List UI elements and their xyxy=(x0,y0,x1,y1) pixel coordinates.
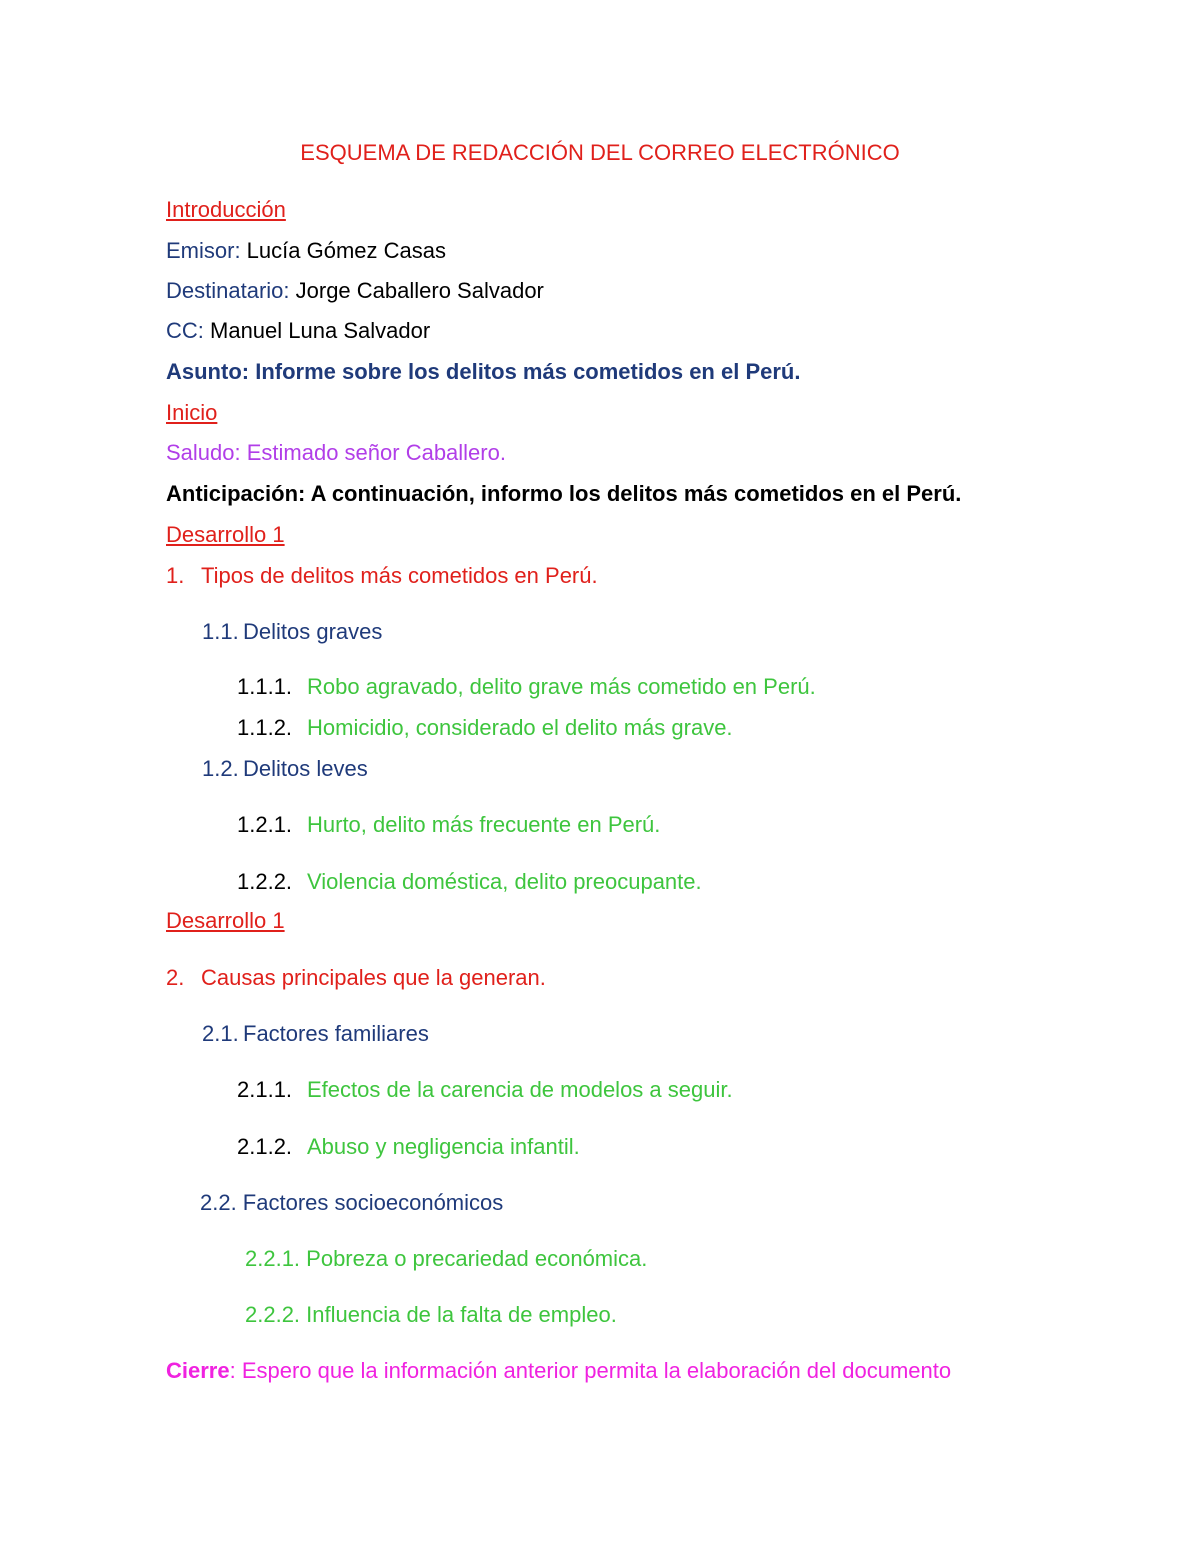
emisor-value: Lucía Gómez Casas xyxy=(240,238,446,263)
outline-text: Delitos graves xyxy=(243,619,383,644)
desarrollo-1-heading: Desarrollo 1 xyxy=(166,522,285,547)
desarrollo-2-heading: Desarrollo 1 xyxy=(166,908,285,933)
outline-item-2-1-2 xyxy=(237,1134,580,1160)
outline-text: Factores familiares xyxy=(243,1021,429,1046)
cierre-line xyxy=(166,1358,951,1384)
outline-item-2-2-2: 2.2.2. Influencia de la falta de empleo. xyxy=(245,1302,617,1327)
outline-item-2-2-1: 2.2.1. Pobreza o precariedad económica. xyxy=(245,1246,648,1271)
cc-label: CC: xyxy=(166,318,204,343)
introduccion-heading: Introducción xyxy=(166,197,286,222)
outline-text: Homicidio, considerado el delito más grave. xyxy=(307,715,733,740)
outline-number: 2.1.2. xyxy=(237,1134,293,1159)
outline-number: 1.2.2. xyxy=(237,869,293,894)
cc-value: Manuel Luna Salvador xyxy=(203,318,431,343)
destinatario-value: Jorge Caballero Salvador xyxy=(289,278,544,303)
destinatario-label: Destinatario: xyxy=(166,278,290,303)
outline-number: 2. xyxy=(166,965,185,990)
outline-text: Causas principales que la generan. xyxy=(201,965,546,990)
outline-text: Delitos leves xyxy=(243,756,368,781)
outline-number: 2.1.1. xyxy=(237,1077,293,1102)
outline-number: 1.2. xyxy=(202,756,239,781)
outline-number: 1.1. xyxy=(202,619,239,644)
outline-text: Hurto, delito más frecuente en Perú. xyxy=(307,812,661,837)
anticipacion-line: Anticipación: A continuación, informo los delitos más cometidos en el Perú. xyxy=(166,481,962,506)
outline-number: 1. xyxy=(166,563,185,588)
outline-item-2-1-1 xyxy=(237,1077,733,1103)
outline-item-1-2-1 xyxy=(237,812,660,838)
outline-item-1-2 xyxy=(202,756,368,782)
outline-item-2-1 xyxy=(202,1021,429,1047)
outline-item-1-1-1 xyxy=(237,674,816,700)
outline-number: 2.1. xyxy=(202,1021,239,1046)
outline-item-2-2: 2.2. Factores socioeconómicos xyxy=(200,1190,504,1215)
destinatario-line xyxy=(166,278,544,304)
outline-item-1 xyxy=(166,563,598,589)
outline-number: 1.1.1. xyxy=(237,674,293,699)
document-title: ESQUEMA DE REDACCIÓN DEL CORREO ELECTRÓNICO xyxy=(300,140,900,165)
outline-text: Violencia doméstica, delito preocupante. xyxy=(307,869,702,894)
emisor-label: Emisor: xyxy=(166,238,241,263)
cc-line xyxy=(166,318,430,344)
outline-text: Efectos de la carencia de modelos a seguir. xyxy=(307,1077,733,1102)
outline-text: Tipos de delitos más cometidos en Perú. xyxy=(201,563,598,588)
outline-text: Abuso y negligencia infantil. xyxy=(307,1134,580,1159)
saludo-line: Saludo: Estimado señor Caballero. xyxy=(166,440,506,465)
cierre-label: Cierre xyxy=(166,1358,230,1383)
outline-item-1-1-2 xyxy=(237,715,733,741)
asunto-line: Asunto: Informe sobre los delitos más cometidos en el Perú. xyxy=(166,359,801,384)
outline-number: 1.2.1. xyxy=(237,812,293,837)
emisor-line xyxy=(166,238,446,264)
inicio-heading: Inicio xyxy=(166,400,218,425)
cierre-text: : Espero que la información anterior permita la elaboración del documento xyxy=(229,1358,952,1383)
outline-item-1-1 xyxy=(202,619,382,645)
outline-item-1-2-2 xyxy=(237,869,702,895)
outline-text: Robo agravado, delito grave más cometido en Perú. xyxy=(307,674,816,699)
outline-item-2 xyxy=(166,965,546,991)
outline-number: 1.1.2. xyxy=(237,715,293,740)
